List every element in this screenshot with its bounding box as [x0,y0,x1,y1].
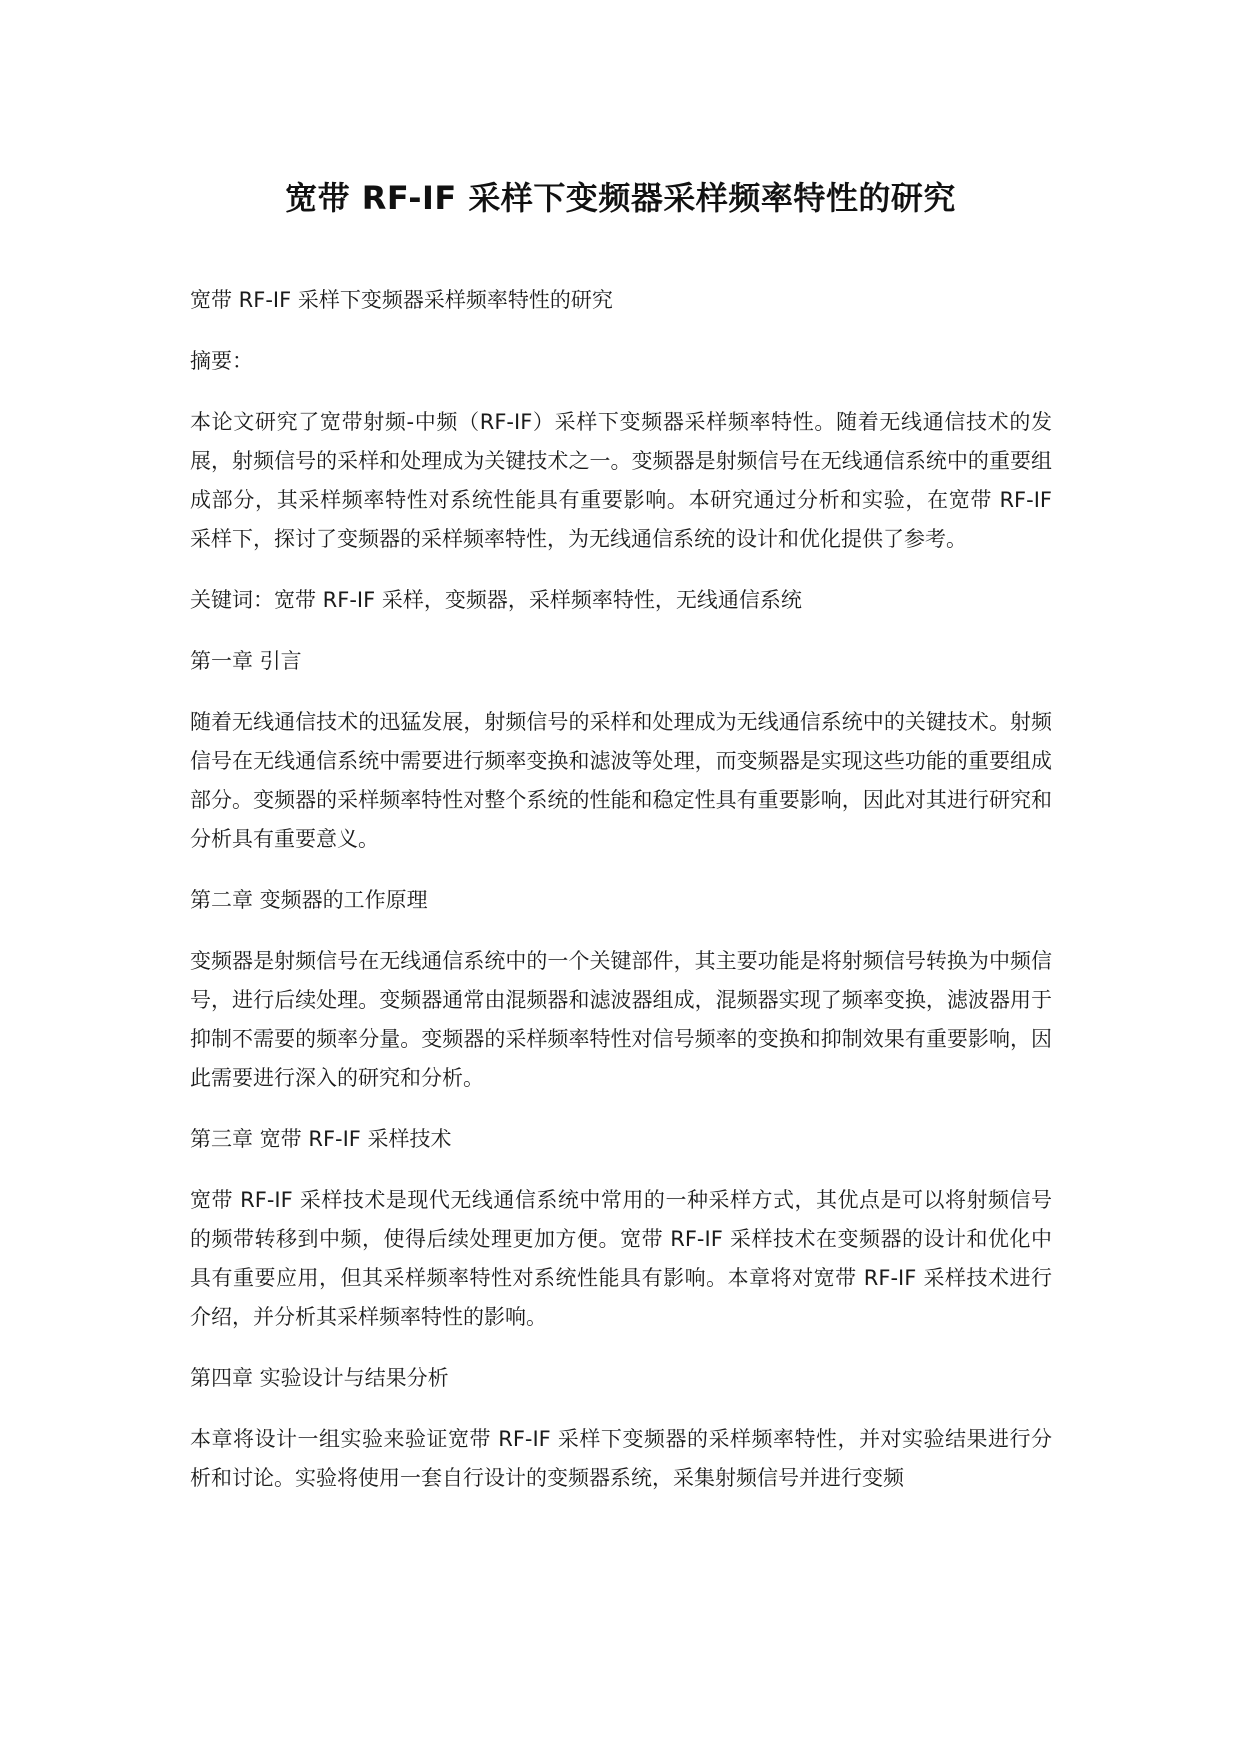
chapter-3-heading: 第三章 宽带 RF-IF 采样技术 [190,1127,452,1151]
chapter-1-heading: 第一章 引言 [190,649,302,673]
keywords-paragraph: 关键词：宽带 RF-IF 采样，变频器，采样频率特性，无线通信系统 [190,588,802,612]
chapter-3-paragraph: 宽带 RF-IF 采样技术是现代无线通信系统中常用的一种采样方式，其优点是可以将射频信号的频带转移到中频，使得后续处理更加方便。宽带 RF-IF 采样技术在变频器的设计和优化中具有重要应用，但其采样频率特性对系统性能具有影响。本章将对宽带 RF-IF 采样技术进行介绍，并分析其采样频率特性的影响。 [190,1188,1052,1329]
subtitle-paragraph: 宽带 RF-IF 采样下变频器采样频率特性的研究 [190,288,613,312]
chapter-1-paragraph: 随着无线通信技术的迅猛发展，射频信号的采样和处理成为无线通信系统中的关键技术。射频信号在无线通信系统中需要进行频率变换和滤波等处理，而变频器是实现这些功能的重要组成部分。变频器的采样频率特性对整个系统的性能和稳定性具有重要影响，因此对其进行研究和分析具有重要意义。 [190,710,1052,851]
document-body [190,281,1052,1520]
abstract-paragraph: 本论文研究了宽带射频-中频（RF-IF）采样下变频器采样频率特性。随着无线通信技术的发展，射频信号的采样和处理成为关键技术之一。变频器是射频信号在无线通信系统中的重要组成部分，其采样频率特性对系统性能具有重要影响。本研究通过分析和实验，在宽带 RF-IF 采样下，探讨了变频器的采样频率特性，为无线通信系统的设计和优化提供了参考。 [190,410,1052,551]
chapter-2-paragraph: 变频器是射频信号在无线通信系统中的一个关键部件，其主要功能是将射频信号转换为中频信号，进行后续处理。变频器通常由混频器和滤波器组成，混频器实现了频率变换，滤波器用于抑制不需要的频率分量。变频器的采样频率特性对信号频率的变换和抑制效果有重要影响，因此需要进行深入的研究和分析。 [190,949,1052,1090]
chapter-4-paragraph: 本章将设计一组实验来验证宽带 RF-IF 采样下变频器的采样频率特性，并对实验结果进行分析和讨论。实验将使用一套自行设计的变频器系统，采集射频信号并进行变频 [190,1427,1052,1490]
abstract-heading: 摘要： [190,349,253,373]
document-title: 宽带 RF-IF 采样下变频器采样频率特性的研究 [285,179,956,217]
chapter-4-heading: 第四章 实验设计与结果分析 [190,1366,449,1390]
chapter-2-heading: 第二章 变频器的工作原理 [190,888,428,912]
